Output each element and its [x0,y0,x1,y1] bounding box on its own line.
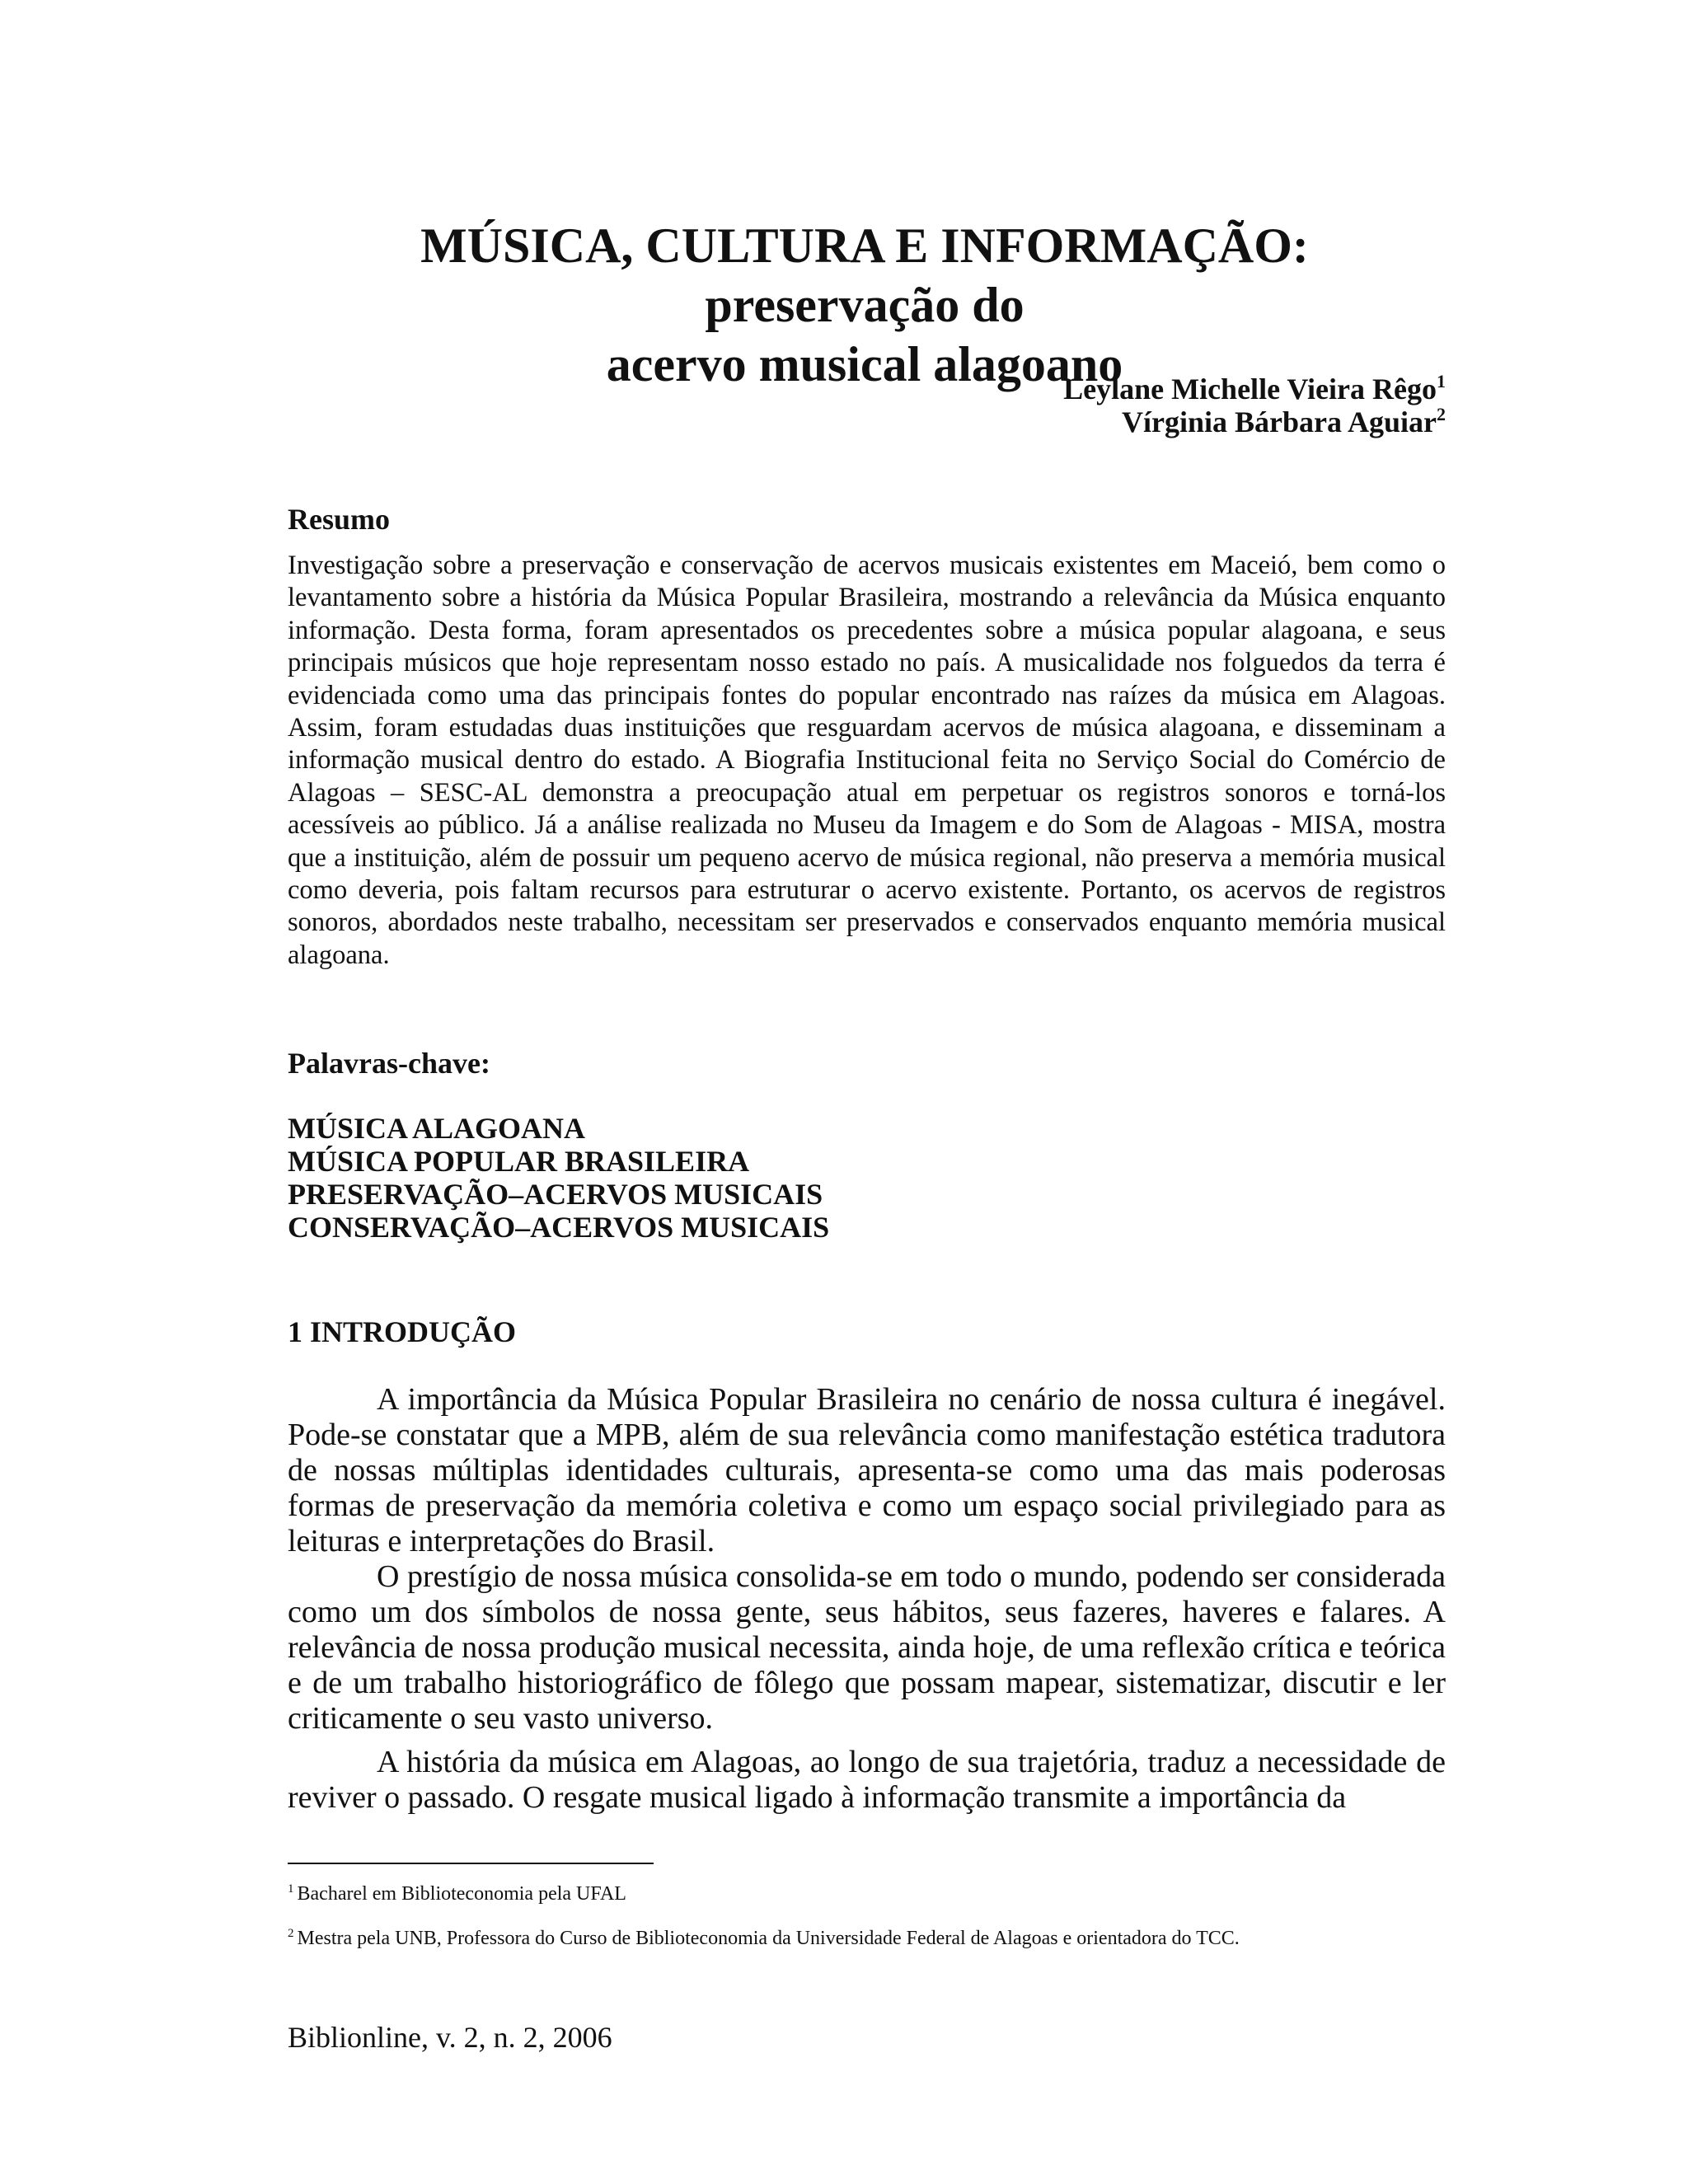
footnote-text: Bacharel em Biblioteconomia pela UFAL [297,1883,626,1905]
keywords-heading: Palavras-chave: [288,1047,490,1080]
intro-paragraph-3: A história da música em Alagoas, ao longo de sua trajetória, traduz a necessidade de reviver o passado. O resgate musical ligado à informação transmite a importância da [288,1745,1446,1815]
keyword-item: CONSERVAÇÃO–ACERVOS MUSICAIS [288,1211,830,1244]
author-name: Vírginia Bárbara Aguiar [1121,405,1437,438]
keyword-item: PRESERVAÇÃO–ACERVOS MUSICAIS [288,1178,823,1211]
keywords-list [288,1112,829,1244]
title-line-1: MÚSICA, CULTURA E INFORMAÇÃO: preservação do [420,218,1309,332]
footnote-ref: 1 [1437,371,1446,391]
footnote-2 [288,1926,1240,1951]
footnote-mark: 2 [288,1927,294,1940]
journal-footer: Biblionline, v. 2, n. 2, 2006 [288,2021,612,2054]
abstract-heading: Resumo [288,503,390,536]
paper-title [288,216,1442,394]
keyword-item: MÚSICA POPULAR BRASILEIRA [288,1145,750,1178]
intro-paragraph-2: O prestígio de nossa música consolida-se em todo o mundo, podendo ser considerada como um dos símbolos de nossa gente, seus hábitos, seus fazeres, haveres e falares. A relevância de nossa produção musical necessita, ainda hoje, de uma reflexão crítica e teórica e de um trabalho historiográfico de fôlego que possam mapear, sistematizar, discutir e ler criticamente o seu vasto universo. [288,1559,1446,1736]
section-heading-introduction: 1 INTRODUÇÃO [288,1315,517,1348]
author-name: Leylane Michelle Vieira Rêgo [1063,373,1437,405]
keyword-item: MÚSICA ALAGOANA [288,1112,586,1145]
footnote-text: Mestra pela UNB, Professora do Curso de Biblioteconomia da Universidade Federal de Alagoas e orientadora do TCC. [297,1928,1240,1949]
abstract-text: Investigação sobre a preservação e conservação de acervos musicais existentes em Maceió, bem como o levantamento sobre a história da Música Popular Brasileira, mostrando a relevância da Música enquanto informação. Desta forma, foram apresentados os precedentes sobre a música popular alagoana, e seus principais músicos que hoje representam nosso estado no país. A musicalidade nos folguedos da terra é evidenciada como uma das principais fontes do popular encontrado nas raízes da música em Alagoas. Assim, foram estudadas duas instituições que resguardam acervos de música alagoana, e disseminam a informação musical dentro do estado. A Biografia Institucional feita no Serviço Social do Comércio de Alagoas – SESC-AL demonstra a preocupação atual em perpetuar os registros sonoros e torná-los acessíveis ao público. Já a análise realizada no Museu da Imagem e do Som de Alagoas - MISA, mostra que a instituição, além de possuir um pequeno acervo de música regional, não preserva a memória musical como deveria, pois faltam recursos para estruturar o acervo existente. Portanto, os acervos de registros sonoros, abordados neste trabalho, necessitam ser preservados e conservados enquanto memória musical alagoana. [288,551,1446,970]
footnote-1 [288,1882,626,1906]
footnote-ref: 2 [1437,404,1446,424]
author-list [1063,373,1446,438]
author-2 [1063,405,1446,438]
title-line-2: acervo musical alagoano [606,337,1123,391]
footnote-mark: 1 [288,1882,294,1896]
footnote-divider [288,1863,654,1864]
intro-paragraph-1: A importância da Música Popular Brasileira no cenário de nossa cultura é inegável. Pode-se constatar que a MPB, além de sua relevância como manifestação estética tradutora de nossas múltiplas identidades culturais, apresenta-se como uma das mais poderosas formas de preservação da memória coletiva e como um espaço social privilegiado para as leituras e interpretações do Brasil. [288,1382,1446,1558]
author-1 [1063,373,1446,405]
